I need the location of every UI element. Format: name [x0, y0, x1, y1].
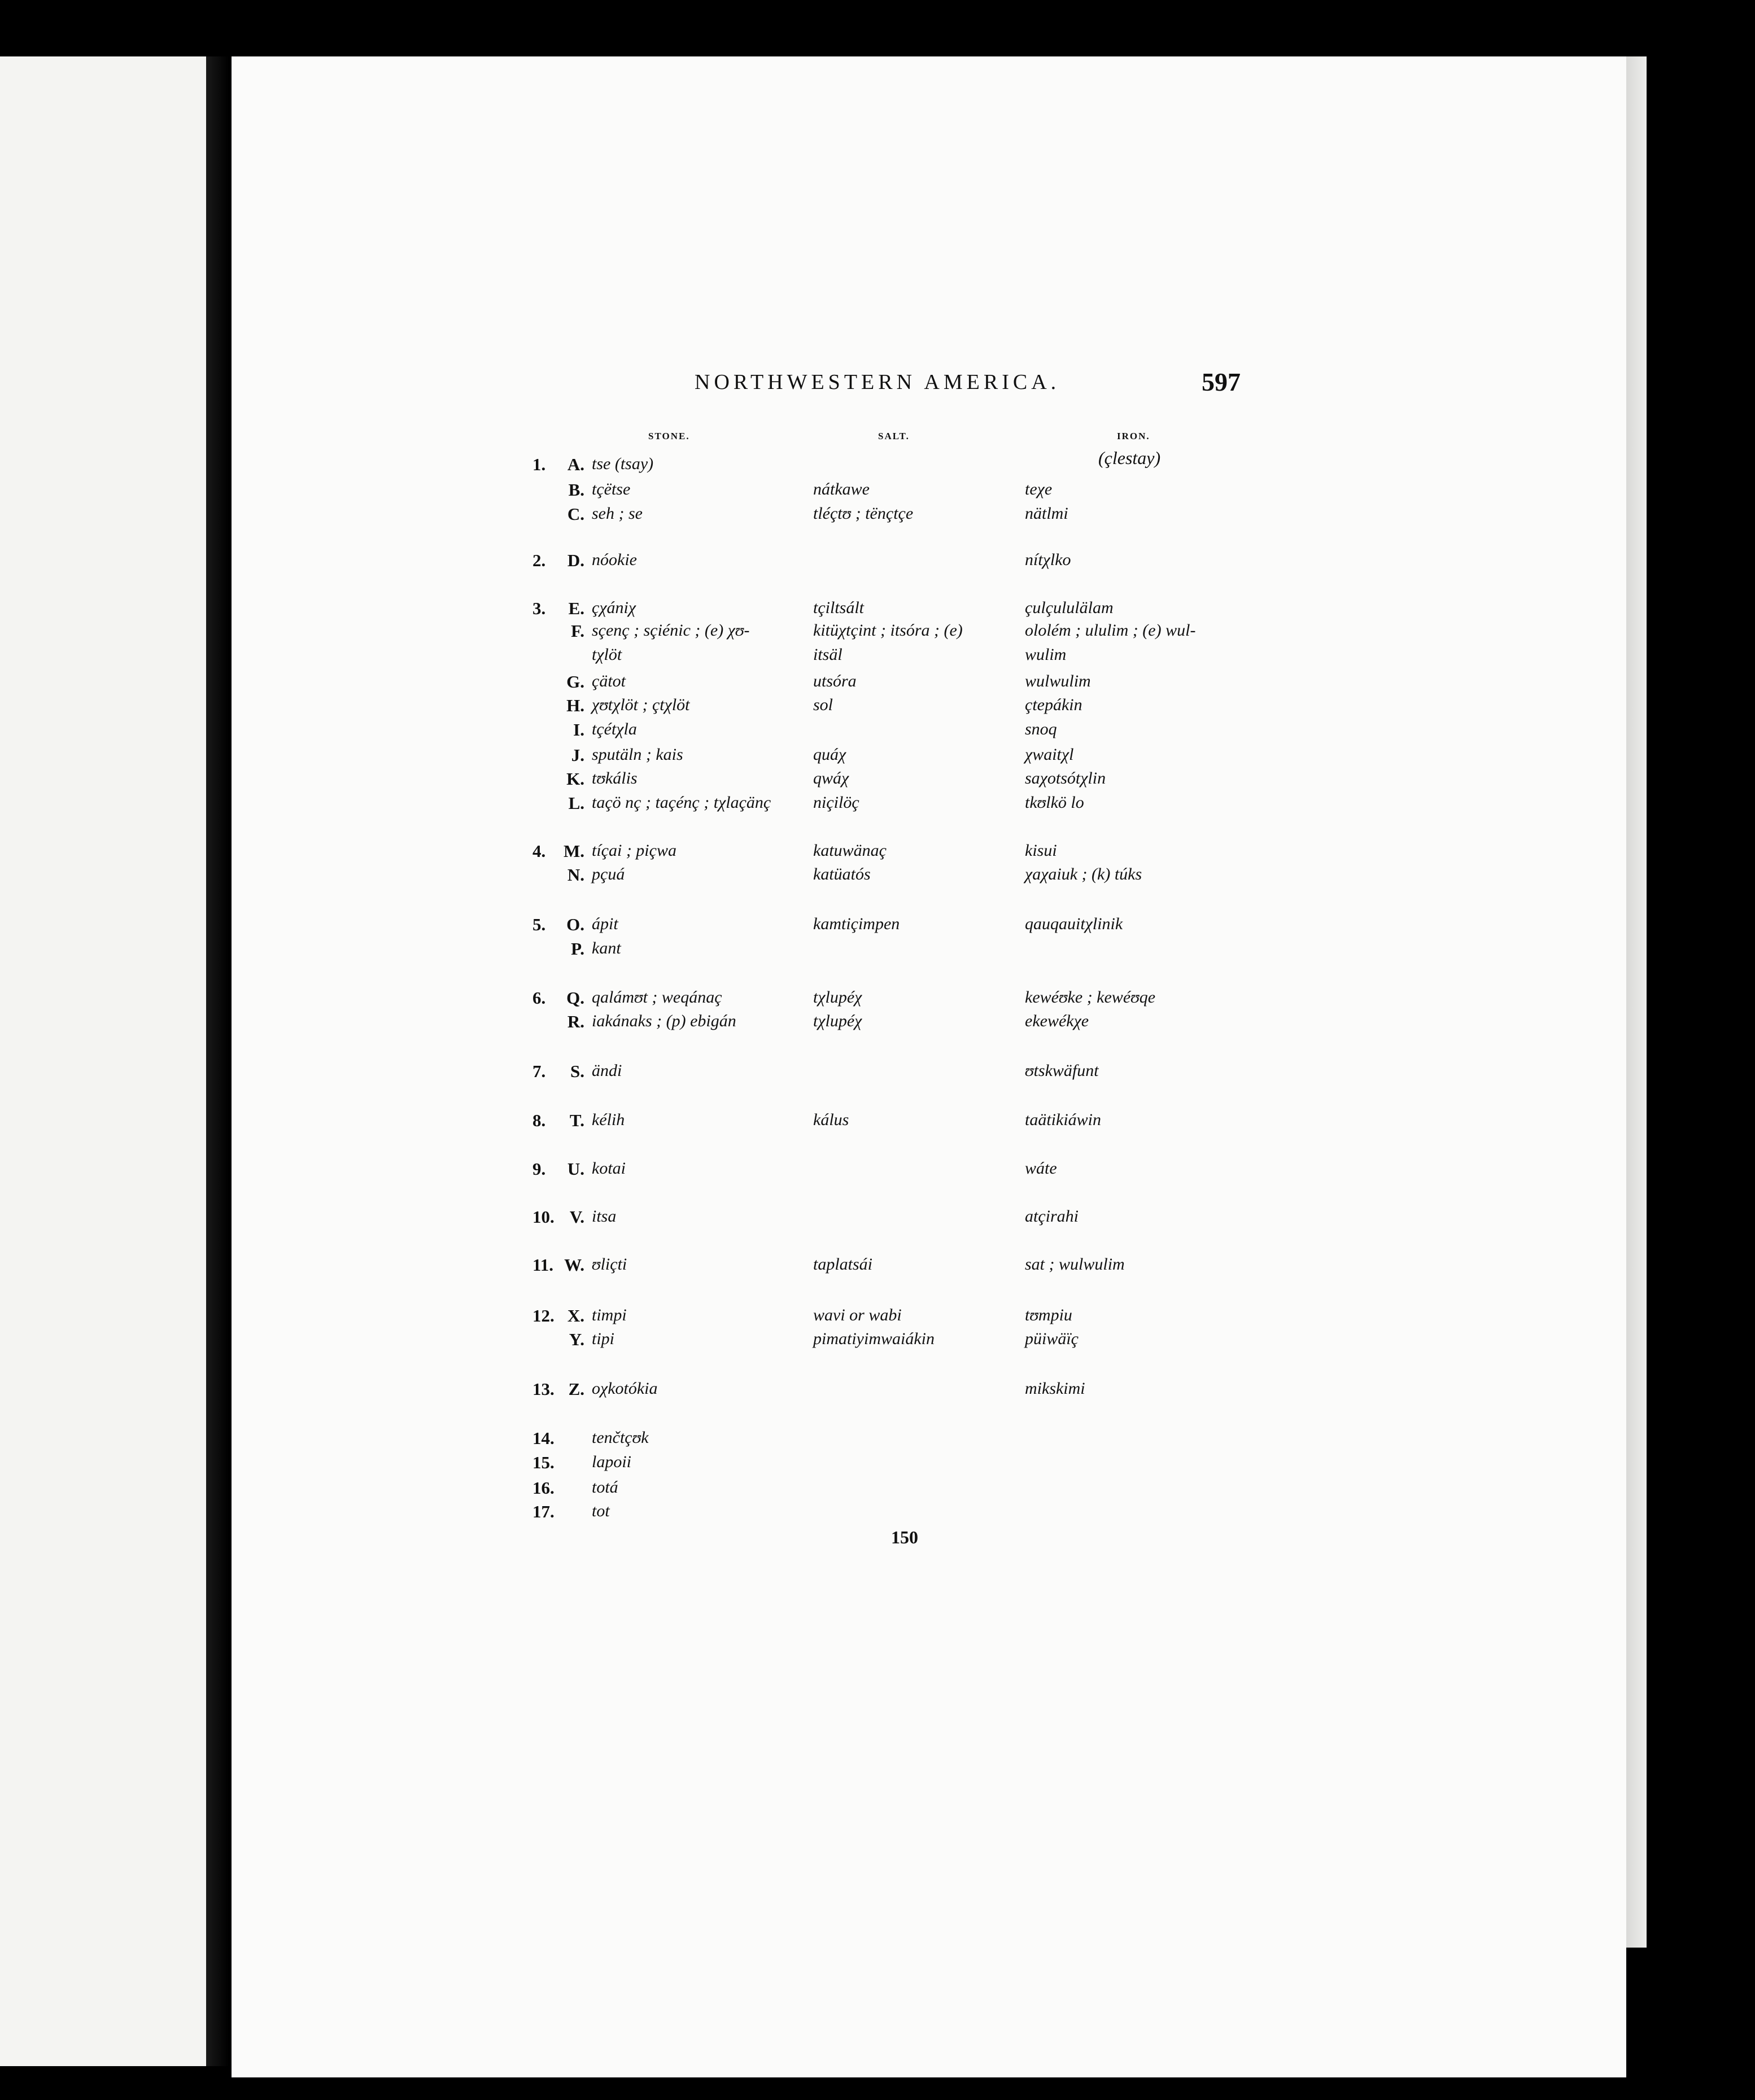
cell-stone: totá	[592, 1478, 618, 1497]
row-number: 1.	[532, 454, 546, 474]
cell-stone: ändi	[592, 1061, 622, 1080]
cell-stone: timpi	[592, 1306, 627, 1324]
cell-stone: nóokie	[592, 550, 637, 569]
cell-iron: wáte	[1025, 1159, 1057, 1178]
row-letter: V.	[569, 1207, 584, 1227]
cell-iron: tkʊlkö lo	[1025, 793, 1084, 812]
cell-salt: sol	[813, 695, 833, 714]
cell-iron: çulçululälam	[1025, 598, 1114, 617]
column-header-stone: STONE.	[648, 431, 690, 441]
cell-salt: nátkawe	[813, 480, 870, 498]
row-letter: D.	[567, 550, 584, 570]
row-number: 5.	[532, 915, 546, 934]
cell-stone: tʊkális	[592, 769, 638, 788]
cell-stone: lapoii	[592, 1453, 632, 1471]
row-letter: J.	[571, 745, 584, 765]
cell-iron: wulwulim	[1025, 672, 1091, 690]
row-letter: X.	[567, 1306, 584, 1325]
cell-iron: atçirahi	[1025, 1207, 1079, 1226]
row-number: 9.	[532, 1159, 546, 1179]
cell-stone: ápit	[592, 915, 618, 933]
book-gutter	[206, 56, 229, 2066]
cell-salt: niçilöç	[813, 793, 859, 812]
row-letter: I.	[573, 720, 584, 740]
cell-salt: katüatós	[813, 865, 871, 883]
cell-iron: χaχaiuk ; (k) túks	[1025, 865, 1142, 883]
cell-iron: ekewékχe	[1025, 1012, 1089, 1030]
row-number: 8.	[532, 1110, 546, 1130]
cell-stone: sputäln ; kais	[592, 745, 683, 764]
cell-iron: nätlmi	[1025, 504, 1068, 523]
cell-stone: tçëtse	[592, 480, 631, 498]
cell-stone: kélih	[592, 1110, 625, 1129]
row-number: 7.	[532, 1061, 546, 1081]
cell-iron: mikskimi	[1025, 1379, 1085, 1398]
previous-page-edge	[0, 56, 206, 2066]
row-number: 15.	[532, 1453, 555, 1472]
row-letter: R.	[567, 1012, 584, 1031]
row-number: 4.	[532, 841, 546, 861]
cell-salt: wavi or wabi	[813, 1306, 902, 1324]
cell-stone: χʊtχlöt ; çtχlöt	[592, 695, 690, 714]
cell-stone: ʊliçti	[592, 1255, 627, 1274]
cell-iron: sat ; wulwulim	[1025, 1255, 1125, 1274]
cell-salt: quáχ	[813, 745, 846, 764]
cell-stone: tipi	[592, 1329, 615, 1348]
cell-stone: pçuá	[592, 865, 625, 883]
cell-salt: kamtiçimpen	[813, 915, 900, 933]
row-letter: U.	[567, 1159, 584, 1179]
row-letter: Q.	[566, 988, 584, 1008]
row-letter: O.	[566, 915, 584, 934]
cell-iron: püiwäïç	[1025, 1329, 1079, 1348]
cell-stone: kotai	[592, 1159, 626, 1178]
column-header-iron-extra: (çlestay)	[1098, 448, 1161, 468]
page-stack-edge	[1626, 56, 1647, 1948]
cell-salt: utsóra	[813, 672, 857, 690]
cell-salt: kitüχtçint ; itsóra ; (e)	[813, 621, 963, 640]
cell-iron: qauqauitχlinik	[1025, 915, 1123, 933]
cell-iron: snoq	[1025, 720, 1057, 738]
cell-iron: çtepákin	[1025, 695, 1082, 714]
cell-stone: sçenç ; sçiénic ; (e) χʊ-	[592, 621, 750, 640]
row-letter: F.	[571, 621, 584, 641]
cell-stone: itsa	[592, 1207, 617, 1226]
page-number: 597	[1202, 368, 1241, 396]
cell-iron: taätikiáwin	[1025, 1110, 1101, 1129]
cell-salt: tχlupéχ	[813, 1012, 862, 1030]
row-letter: N.	[567, 865, 584, 885]
cell-iron: kisui	[1025, 841, 1057, 860]
running-header-title: NORTHWESTERN AMERICA.	[695, 370, 1060, 394]
cell-salt: tléçtʊ ; tënçtçe	[813, 504, 914, 523]
cell-stone: seh ; se	[592, 504, 643, 523]
row-letter: C.	[567, 504, 584, 524]
cell-salt: tçiltsált	[813, 598, 864, 617]
cell-iron: saχotsótχlin	[1025, 769, 1106, 788]
row-letter: K.	[566, 769, 584, 789]
row-number: 10.	[532, 1207, 555, 1227]
row-number: 3.	[532, 598, 546, 618]
cell-salt: tχlupéχ	[813, 988, 862, 1007]
cell-salt: katuwänaç	[813, 841, 887, 860]
cell-stone: qalámʊt ; weqánaç	[592, 988, 722, 1007]
cell-stone: tenčtçʊk	[592, 1428, 649, 1447]
cell-iron: ʊtskwäfunt	[1025, 1061, 1099, 1080]
row-letter: B.	[568, 480, 584, 500]
cell-salt: itsäl	[813, 645, 842, 664]
row-number: 17.	[532, 1502, 555, 1521]
cell-stone: oχkotókia	[592, 1379, 658, 1398]
cell-stone: iakánaks ; (p) ebigán	[592, 1012, 736, 1030]
cell-stone: kant	[592, 939, 621, 957]
cell-stone: taçö nç ; taçénç ; tχlaçänç	[592, 793, 771, 812]
row-number: 6.	[532, 988, 546, 1008]
row-letter: Y.	[569, 1329, 584, 1349]
row-letter: S.	[570, 1061, 584, 1081]
cell-iron: wulim	[1025, 645, 1067, 664]
row-letter: A.	[567, 454, 584, 474]
cell-iron: ololém ; ululim ; (e) wul-	[1025, 621, 1196, 640]
cell-salt: qwáχ	[813, 769, 849, 788]
row-letter: G.	[566, 672, 584, 692]
row-letter: H.	[566, 695, 584, 715]
column-header-iron: IRON.	[1117, 431, 1150, 441]
cell-stone: tot	[592, 1502, 610, 1520]
row-letter: P.	[571, 939, 584, 959]
book-page	[232, 56, 1626, 2077]
row-number: 16.	[532, 1478, 555, 1498]
cell-iron: nítχlko	[1025, 550, 1071, 569]
row-letter: W.	[564, 1255, 584, 1275]
cell-stone: tíçai ; piçwa	[592, 841, 676, 860]
row-number: 13.	[532, 1379, 555, 1399]
cell-salt: kálus	[813, 1110, 849, 1129]
cell-stone: çätot	[592, 672, 626, 690]
cell-iron: teχe	[1025, 480, 1053, 498]
cell-stone: tχlöt	[592, 645, 622, 664]
row-number: 2.	[532, 550, 546, 570]
cell-stone: tçétχla	[592, 720, 637, 738]
row-letter: M.	[563, 841, 584, 861]
signature-number: 150	[891, 1527, 918, 1547]
row-letter: L.	[568, 793, 584, 813]
row-letter: T.	[569, 1110, 584, 1130]
row-letter: Z.	[568, 1379, 584, 1399]
row-number: 14.	[532, 1428, 555, 1448]
column-header-salt: SALT.	[878, 431, 910, 441]
cell-iron: tʊmpiu	[1025, 1306, 1072, 1324]
cell-salt: taplatsái	[813, 1255, 873, 1274]
cell-stone: çχániχ	[592, 598, 636, 617]
cell-iron: kewéʊke ; kewéʊqe	[1025, 988, 1156, 1007]
cell-salt: pimatiyimwaiákin	[813, 1329, 935, 1348]
row-number: 12.	[532, 1306, 555, 1325]
cell-stone: tse (tsay)	[592, 454, 654, 473]
row-letter: E.	[568, 598, 584, 618]
cell-iron: χwaitχl	[1025, 745, 1074, 764]
row-number: 11.	[532, 1255, 554, 1275]
